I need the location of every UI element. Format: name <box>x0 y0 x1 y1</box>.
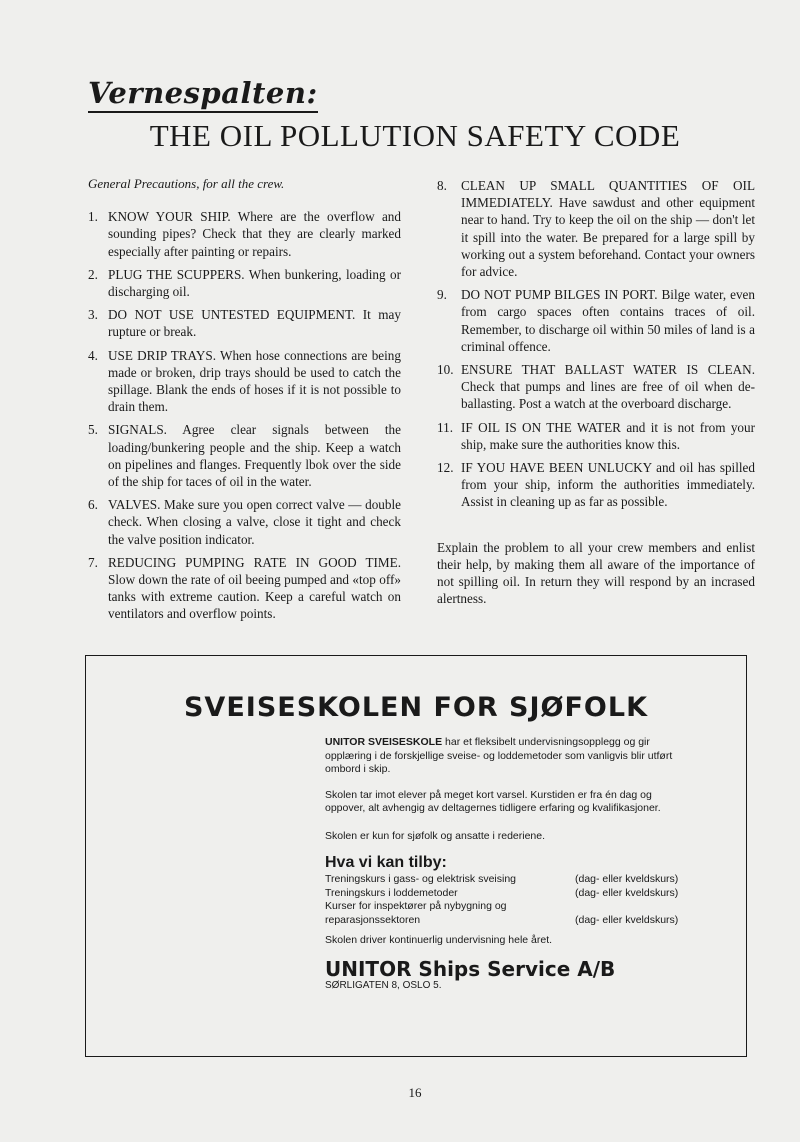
item-number: 2. <box>88 266 98 282</box>
list-item <box>88 554 401 623</box>
item-text: CLEAN UP SMALL QUANTITIES OF OIL IMMEDIATELY. Have sawdust and other equipment near to hand. Try to keep the oil on the ship — don't let it spill into the water. Be prepared for a large spill by working out a system beforehand. Contact your owners for advice. <box>461 178 755 280</box>
item-number: 10. <box>437 362 454 378</box>
item-text: SIGNALS. Agree clear signals between the loading/bunkering people and the ship. Keep a watch on pipelines and flanges. Frequently lbok over the side of the ship for taces of oil in the water. <box>108 422 401 490</box>
item-number: 9. <box>437 287 447 303</box>
course-row <box>325 914 695 928</box>
item-text: IF OIL IS ON THE WATER and it is not from your ship, make sure the authorities know this. <box>461 419 755 452</box>
item-number: 11. <box>437 419 453 435</box>
course-schedule: (dag- eller kveldskurs) <box>575 873 679 886</box>
ad-body <box>325 736 695 992</box>
offer-heading: Hva vi kan tilby: <box>325 853 447 871</box>
ad-paragraph-continuous: Skolen driver kontinuerlig undervisning hele året. <box>325 933 553 946</box>
company-address: SØRLIGATEN 8, OSLO 5. <box>325 979 442 991</box>
page-title: THE OIL POLLUTION SAFETY CODE <box>149 118 681 153</box>
item-number: 3. <box>88 307 98 323</box>
course-schedule: (dag- eller kveldskurs) <box>575 913 679 926</box>
course-name: Treningskurs i gass- og elektrisk sveising <box>325 873 517 886</box>
course-row <box>325 887 695 901</box>
item-text: VALVES. Make sure you open correct valve — double check. When closing a valve, close it tight and check the valve position indicator. <box>108 497 401 547</box>
list-item <box>437 419 755 453</box>
item-text: IF YOU HAVE BEEN UNLUCKY and oil has spilled from your ship, inform the authorities immediately. Assist in cleaning up as far as possible. <box>461 460 755 510</box>
left-column <box>88 175 401 629</box>
item-number: 12. <box>437 460 454 476</box>
page-number: 16 <box>408 1085 422 1100</box>
item-text: DO NOT PUMP BILGES IN PORT. Bilge water, even from cargo spaces often contains traces of oil. Remember, to discharge oil within 50 miles of land is a criminal offence. <box>461 287 755 354</box>
item-text: DO NOT USE UNTESTED EQUIPMENT. It may rupture or break. <box>108 307 401 340</box>
course-name: Treningskurs i loddemetoder <box>325 886 458 899</box>
item-number: 4. <box>88 347 98 363</box>
ad-school-name: UNITOR SVEISESKOLE <box>325 736 443 748</box>
item-text: PLUG THE SCUPPERS. When bunkering, loading or discharging oil. <box>108 266 401 300</box>
course-row <box>325 900 695 914</box>
item-text: USE DRIP TRAYS. When hose connections are being made or broken, drip trays should be used to catch the spillage. Blank the ends of hoses if it is not possible to drain them. <box>108 347 401 415</box>
advertisement-box <box>85 655 747 1057</box>
list-item <box>88 306 401 340</box>
list-item <box>88 421 401 490</box>
item-number: 8. <box>437 178 447 193</box>
item-text: REDUCING PUMPING RATE IN GOOD TIME. Slow down the rate of oil beeing pumped and «top off» tanks with extreme caution. Keep a careful watch on ventilators and overflow points. <box>108 554 401 622</box>
ad-title: SVEISESKOLEN FOR SJØFOLK <box>183 692 649 723</box>
intro-text: General Precautions, for all the crew. <box>88 176 285 191</box>
item-number: 5. <box>88 422 98 438</box>
item-number: 1. <box>88 209 98 225</box>
course-schedule <box>575 900 695 914</box>
section-title: Vernespalten: <box>88 76 318 113</box>
course-schedule: (dag- eller kveldskurs) <box>575 886 679 899</box>
course-name: Kurser for inspektører på nybygning og <box>325 900 507 913</box>
list-item <box>88 208 401 260</box>
closing-paragraph: Explain the problem to all your crew members and enlist their help, by making them all aware of the importance of not spilling oil. In return they will respond by an incrased alertness. <box>437 539 755 607</box>
list-item <box>437 361 755 413</box>
company-name: UNITOR Ships Service A/B <box>325 957 616 982</box>
list-item <box>88 347 401 416</box>
ad-paragraph-eligibility: Skolen er kun for sjøfolk og ansatte i rederiene. <box>325 829 546 842</box>
course-name: reparasjonssektoren <box>325 913 421 926</box>
list-item <box>437 177 755 280</box>
list-item <box>437 459 755 511</box>
ad-paragraph-enrollment: Skolen tar imot elever på meget kort varsel. Kurstiden er fra én dag og oppover, alt avhengig av deltagernes tidligere erfaring og kvalifikasjoner. <box>325 788 661 815</box>
item-number: 7. <box>88 554 98 570</box>
item-number: 6. <box>88 497 98 513</box>
course-list <box>325 873 695 927</box>
ad-paragraph-intro <box>325 736 695 777</box>
item-text: KNOW YOUR SHIP. Where are the overflow and sounding pipes? Check that they are clearly marked especially after painting or repairs. <box>108 209 401 259</box>
course-row <box>325 873 695 887</box>
item-text: ENSURE THAT BALLAST WATER IS CLEAN. Check that pumps and lines are free of oil when de-ballasting. Post a watch at the overboard discharge. <box>461 362 755 412</box>
right-column <box>437 177 755 607</box>
list-item <box>437 286 755 355</box>
list-item <box>88 266 401 300</box>
ad-intro-text: har et fleksibelt undervisningsopplegg og gir opplæring i de forskjellige sveise- og loddemetoder som vanligvis blir utført ombord i skip. <box>325 736 673 776</box>
list-item <box>88 496 401 548</box>
